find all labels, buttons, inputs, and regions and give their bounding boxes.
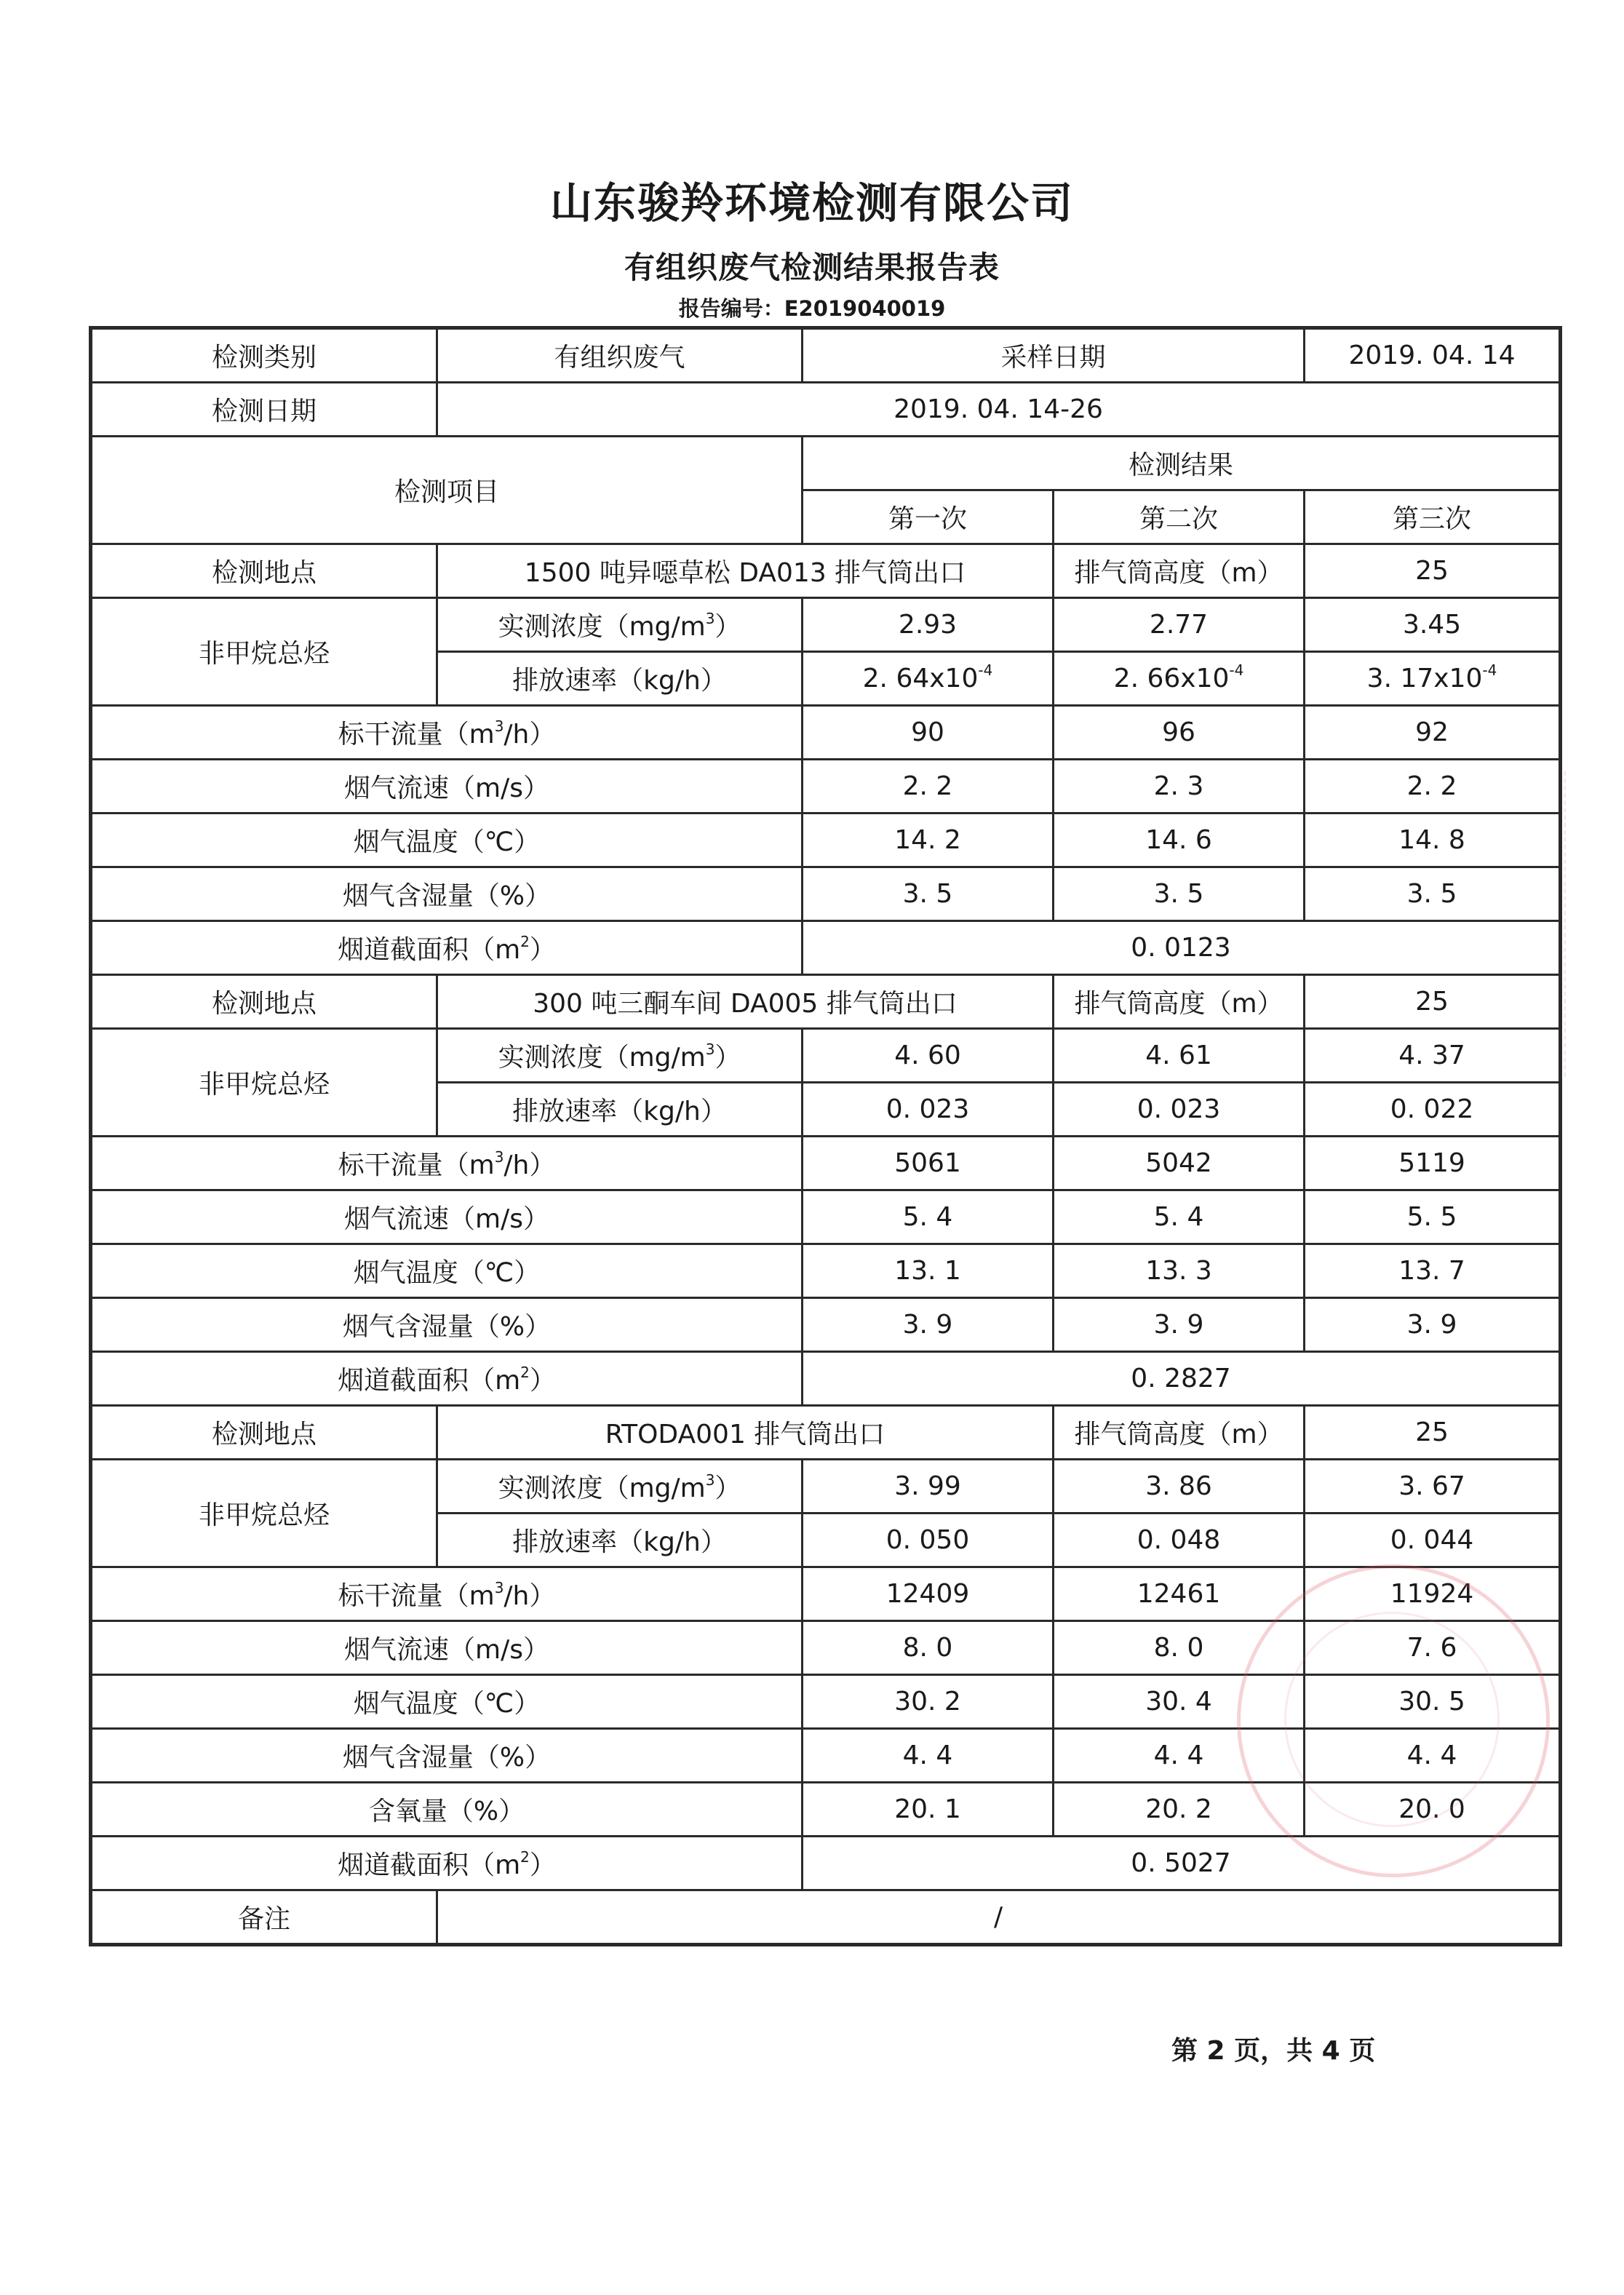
value-cell: 4. 4 bbox=[1305, 1729, 1561, 1783]
value-cell: 5119 bbox=[1305, 1137, 1561, 1190]
value-cell: 20. 2 bbox=[1054, 1783, 1305, 1837]
value-cell: 20. 1 bbox=[803, 1783, 1054, 1837]
report-title: 有组织废气检测结果报告表 bbox=[624, 250, 1000, 285]
value-cell: 11924 bbox=[1305, 1567, 1561, 1621]
value-cell: 0. 044 bbox=[1305, 1514, 1561, 1567]
value-cell: 20. 0 bbox=[1305, 1783, 1561, 1837]
velocity-label: 烟气流速（m/s） bbox=[91, 760, 803, 814]
value-cell: 3. 5 bbox=[1305, 867, 1561, 921]
value-cell: 5042 bbox=[1054, 1137, 1305, 1190]
value-cell: 0. 5027 bbox=[803, 1837, 1561, 1890]
site-row bbox=[91, 544, 1561, 598]
value-cell: 0. 022 bbox=[1305, 1083, 1561, 1137]
stack-height-label: 排气筒高度（m） bbox=[1054, 975, 1305, 1029]
table-row bbox=[91, 706, 1561, 760]
page-number: 第 2 页，共 4 页 bbox=[1171, 2036, 1376, 2066]
value-cell: 2. 2 bbox=[803, 760, 1054, 814]
value-cell: 0. 023 bbox=[803, 1083, 1054, 1137]
value-cell: 2. $66x10^{-4}$ bbox=[1054, 652, 1305, 706]
sampling-date-value: 2019. 04. 14 bbox=[1305, 328, 1561, 383]
value-cell: 2.93 bbox=[803, 598, 1054, 652]
table-row bbox=[91, 1190, 1561, 1244]
value-cell: 90 bbox=[803, 706, 1054, 760]
pollutant-label: 非甲烷总烃 bbox=[91, 598, 437, 706]
temperature-label: 烟气温度（℃） bbox=[91, 814, 803, 867]
value-cell: 0. 2827 bbox=[803, 1352, 1561, 1406]
table-row bbox=[91, 437, 1561, 490]
value-cell: 3. 5 bbox=[1054, 867, 1305, 921]
temperature-label: 烟气温度（℃） bbox=[91, 1675, 803, 1729]
results-header: 检测结果 bbox=[803, 437, 1561, 490]
value-cell: 4. 37 bbox=[1305, 1029, 1561, 1083]
remarks-label: 备注 bbox=[91, 1890, 437, 1945]
moisture-label: 烟气含湿量（%） bbox=[91, 1729, 803, 1783]
area-label: 烟道截面积$(m^2)$ bbox=[91, 1352, 803, 1406]
value-cell: 2. $64x10^{-4}$ bbox=[803, 652, 1054, 706]
run-header-3: 第三次 bbox=[1305, 490, 1561, 544]
moisture-label: 烟气含湿量（%） bbox=[91, 1298, 803, 1352]
site-value: RTODA001 排气筒出口 bbox=[437, 1406, 1054, 1460]
run-header-1: 第一次 bbox=[803, 490, 1054, 544]
remarks-value: / bbox=[437, 1890, 1561, 1945]
site-value: 300 吨三酮车间 DA005 排气筒出口 bbox=[437, 975, 1054, 1029]
stack-height-value: 25 bbox=[1305, 975, 1561, 1029]
table-row bbox=[91, 598, 1561, 652]
value-cell: 0. 050 bbox=[803, 1514, 1054, 1567]
value-cell: 3. 9 bbox=[1305, 1298, 1561, 1352]
value-cell: 14. 8 bbox=[1305, 814, 1561, 867]
sampling-date-label: 采样日期 bbox=[803, 328, 1305, 383]
table-row bbox=[91, 1675, 1561, 1729]
value-cell: 3. 5 bbox=[803, 867, 1054, 921]
table-row bbox=[91, 1029, 1561, 1083]
results-table bbox=[89, 326, 1562, 1946]
stack-height-value: 25 bbox=[1305, 544, 1561, 598]
table-row bbox=[91, 867, 1561, 921]
table-row bbox=[91, 1783, 1561, 1837]
value-cell: 14. 6 bbox=[1054, 814, 1305, 867]
site-label: 检测地点 bbox=[91, 975, 437, 1029]
test-date-value: 2019. 04. 14-26 bbox=[437, 383, 1561, 437]
velocity-label: 烟气流速（m/s） bbox=[91, 1190, 803, 1244]
test-date-label: 检测日期 bbox=[91, 383, 437, 437]
value-cell: 0. 048 bbox=[1054, 1514, 1305, 1567]
table-row bbox=[91, 1352, 1561, 1406]
pollutant-label: 非甲烷总烃 bbox=[91, 1460, 437, 1567]
remarks-row bbox=[91, 1890, 1561, 1945]
site-value: 1500 吨异噁草松 DA013 排气筒出口 bbox=[437, 544, 1054, 598]
table-row bbox=[91, 383, 1561, 437]
report-number-value: E2019040019 bbox=[784, 296, 946, 321]
report-number bbox=[0, 293, 1624, 322]
stack-height-value: 25 bbox=[1305, 1406, 1561, 1460]
value-cell: 2.77 bbox=[1054, 598, 1305, 652]
temperature-label: 烟气温度（℃） bbox=[91, 1244, 803, 1298]
site-label: 检测地点 bbox=[91, 544, 437, 598]
emission-rate-label: 排放速率（kg/h） bbox=[437, 1514, 803, 1567]
category-label: 检测类别 bbox=[91, 328, 437, 383]
flow-label: 标干流量$(m^3/h)$ bbox=[91, 1137, 803, 1190]
moisture-label: 烟气含湿量（%） bbox=[91, 867, 803, 921]
stack-height-label: 排气筒高度（m） bbox=[1054, 1406, 1305, 1460]
value-cell: 3. 9 bbox=[1054, 1298, 1305, 1352]
value-cell: 5. 4 bbox=[803, 1190, 1054, 1244]
item-header: 检测项目 bbox=[91, 437, 803, 544]
value-cell: 5061 bbox=[803, 1137, 1054, 1190]
value-cell: 30. 4 bbox=[1054, 1675, 1305, 1729]
site-label: 检测地点 bbox=[91, 1406, 437, 1460]
value-cell: 96 bbox=[1054, 706, 1305, 760]
flow-label: 标干流量$(m^3/h)$ bbox=[91, 706, 803, 760]
value-cell: 92 bbox=[1305, 706, 1561, 760]
emission-rate-label: 排放速率（kg/h） bbox=[437, 1083, 803, 1137]
value-cell: 5. 5 bbox=[1305, 1190, 1561, 1244]
table-row bbox=[91, 1621, 1561, 1675]
value-cell: 14. 2 bbox=[803, 814, 1054, 867]
table-row bbox=[91, 1298, 1561, 1352]
value-cell: 12409 bbox=[803, 1567, 1054, 1621]
table-row bbox=[91, 328, 1561, 383]
value-cell: 12461 bbox=[1054, 1567, 1305, 1621]
category-value: 有组织废气 bbox=[437, 328, 803, 383]
value-cell: 5. 4 bbox=[1054, 1190, 1305, 1244]
pollutant-label: 非甲烷总烃 bbox=[91, 1029, 437, 1137]
value-cell: 3. 86 bbox=[1054, 1460, 1305, 1514]
concentration-label: 实测浓度$(mg/m^3)$ bbox=[437, 1460, 803, 1514]
value-cell: 3. 9 bbox=[803, 1298, 1054, 1352]
run-header-2: 第二次 bbox=[1054, 490, 1305, 544]
table-row bbox=[91, 760, 1561, 814]
table-row bbox=[91, 1460, 1561, 1514]
emission-rate-label: 排放速率（kg/h） bbox=[437, 652, 803, 706]
value-cell: 13. 7 bbox=[1305, 1244, 1561, 1298]
edge-seal-mark bbox=[1564, 771, 1617, 1077]
value-cell: 2. 3 bbox=[1054, 760, 1305, 814]
value-cell: 3. 99 bbox=[803, 1460, 1054, 1514]
value-cell: 8. 0 bbox=[803, 1621, 1054, 1675]
concentration-label: 实测浓度$(mg/m^3)$ bbox=[437, 598, 803, 652]
value-cell: 3. $17x10^{-4}$ bbox=[1305, 652, 1561, 706]
value-cell: 3.45 bbox=[1305, 598, 1561, 652]
table-row bbox=[91, 921, 1561, 975]
oxygen-label: 含氧量（%） bbox=[91, 1783, 803, 1837]
value-cell: 13. 1 bbox=[803, 1244, 1054, 1298]
table-row bbox=[91, 1567, 1561, 1621]
value-cell: 30. 2 bbox=[803, 1675, 1054, 1729]
table-row bbox=[91, 814, 1561, 867]
table-row bbox=[91, 1729, 1561, 1783]
value-cell: 8. 0 bbox=[1054, 1621, 1305, 1675]
stack-height-label: 排气筒高度（m） bbox=[1054, 544, 1305, 598]
value-cell: 13. 3 bbox=[1054, 1244, 1305, 1298]
value-cell: 4. 4 bbox=[803, 1729, 1054, 1783]
value-cell: 3. 67 bbox=[1305, 1460, 1561, 1514]
value-cell: 4. 60 bbox=[803, 1029, 1054, 1083]
area-label: 烟道截面积$(m^2)$ bbox=[91, 1837, 803, 1890]
concentration-label: 实测浓度$(mg/m^3)$ bbox=[437, 1029, 803, 1083]
table-row bbox=[91, 1837, 1561, 1890]
value-cell: 7. 6 bbox=[1305, 1621, 1561, 1675]
value-cell: 30. 5 bbox=[1305, 1675, 1561, 1729]
value-cell: 0. 023 bbox=[1054, 1083, 1305, 1137]
velocity-label: 烟气流速（m/s） bbox=[91, 1621, 803, 1675]
value-cell: 2. 2 bbox=[1305, 760, 1561, 814]
site-row bbox=[91, 975, 1561, 1029]
area-label: 烟道截面积$(m^2)$ bbox=[91, 921, 803, 975]
flow-label: 标干流量$(m^3/h)$ bbox=[91, 1567, 803, 1621]
value-cell: 4. 61 bbox=[1054, 1029, 1305, 1083]
site-row bbox=[91, 1406, 1561, 1460]
report-number-label: 报告编号： bbox=[678, 296, 784, 321]
table-row bbox=[91, 1244, 1561, 1298]
table-row bbox=[91, 1137, 1561, 1190]
company-title: 山东骏羚环境检测有限公司 bbox=[549, 178, 1074, 228]
value-cell: 0. 0123 bbox=[803, 921, 1561, 975]
value-cell: 4. 4 bbox=[1054, 1729, 1305, 1783]
